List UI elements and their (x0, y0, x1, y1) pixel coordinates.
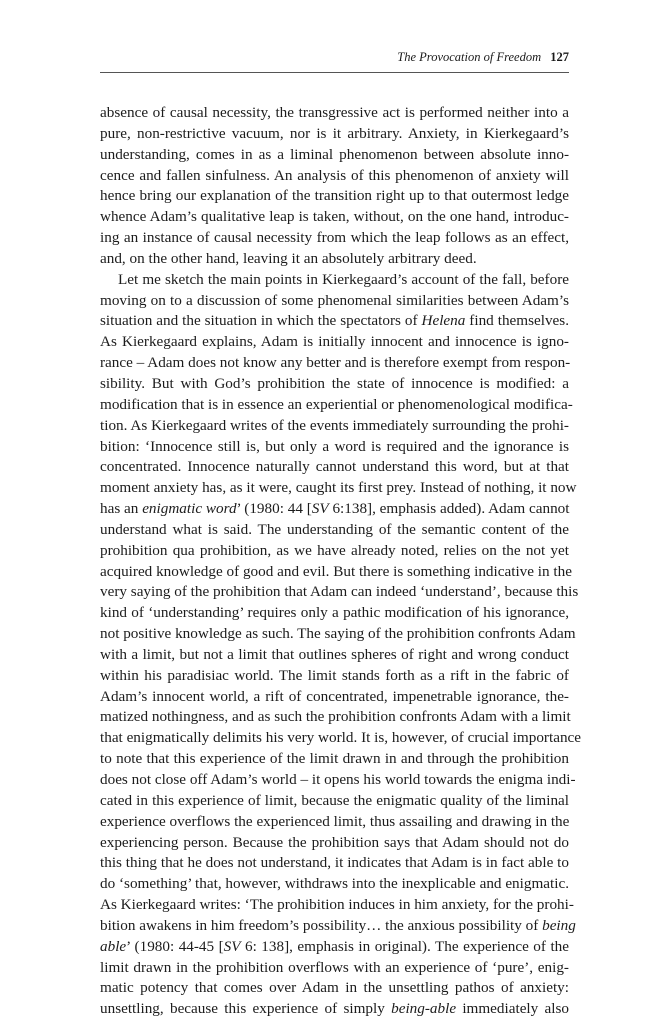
text-segment: As Kierkegaard writes: ‘The prohibition induces in him anxiety, for the prohi- (100, 896, 574, 914)
text-line (100, 291, 569, 312)
text-segment: has an (100, 500, 143, 518)
text-line (100, 770, 576, 791)
text-segment: As Kierkegaard explains, Adam is initially innocent and innocence is igno- (100, 333, 569, 351)
text-line (100, 374, 569, 395)
text-line (100, 228, 569, 249)
text-segment: limit drawn in the prohibition overflows with an experience of ‘pure’, enig- (100, 958, 569, 976)
text-segment: not positive knowledge as such. The saying of the prohibition confronts Adam (100, 625, 576, 643)
text-segment: rance – Adam does not know any better and is therefore exempt from respon- (100, 354, 571, 372)
text-line (100, 207, 569, 228)
text-line (100, 395, 573, 416)
text-line (100, 478, 577, 499)
text-line (100, 707, 569, 728)
text-segment: tion. As Kierkegaard writes of the events immediately surrounding the prohi- (100, 416, 569, 434)
text-segment: moment anxiety has, as it were, caught its first prey. Instead of nothing, it now (100, 479, 577, 497)
text-line (100, 958, 569, 979)
text-segment: ’ (1980: 44 [ (236, 500, 312, 518)
text-segment: very saying of the prohibition that Adam can indeed ‘understand’, because this (100, 583, 579, 601)
text-line (100, 728, 582, 749)
text-segment: ing an instance of causal necessity from which the leap follows as an effect, (100, 229, 569, 247)
text-segment: immediately also (456, 1000, 569, 1018)
italic-text: Helena (421, 312, 466, 330)
text-line (100, 582, 579, 603)
text-segment: acquired knowledge of good and evil. But there is something indicative in the (100, 562, 572, 580)
text-segment: understanding, comes in as a liminal phenomenon between absolute inno- (100, 145, 569, 163)
text-segment: within his paradisiac world. The limit stands forth as a rift in the fabric of (100, 666, 569, 684)
text-segment: experiencing person. Because the prohibition says that Adam should not do (100, 833, 569, 851)
text-line (100, 353, 569, 374)
text-segment: absence of causal necessity, the transgressive act is performed neither into a (100, 104, 569, 121)
text-segment: and, on the other hand, leaving it an absolutely arbitrary deed. (100, 249, 477, 267)
text-line (100, 520, 569, 541)
text-line (100, 103, 569, 124)
text-line (100, 937, 569, 958)
text-segment: cated in this experience of limit, because the enigmatic quality of the liminal (100, 791, 569, 809)
text-segment: pure, non-restrictive vacuum, nor is it arbitrary. Anxiety, in Kierkegaard’s (100, 124, 569, 142)
italic-text: SV (311, 500, 329, 518)
text-segment: find themselves. (465, 312, 569, 330)
text-line (100, 416, 569, 437)
text-segment: concentrated. Innocence naturally cannot understand this word, but at that (100, 458, 569, 476)
text-segment: with a limit, but not a limit that outlines spheres of right and wrong conduct (100, 645, 569, 663)
text-segment: modification that is in essence an experiential or phenomenological modifica- (100, 395, 573, 413)
running-head (100, 50, 569, 65)
text-line (100, 833, 569, 854)
text-segment: cence and fallen sinfulness. An analysis of this phenomenon of anxiety will (100, 166, 569, 184)
text-line (100, 812, 569, 833)
italic-text: able (100, 937, 127, 955)
text-line (100, 562, 572, 583)
italic-text: being-able (391, 1000, 457, 1018)
italic-text: SV (223, 937, 241, 955)
header-rule (100, 72, 569, 73)
text-segment: experience overflows the experienced limit, thus assailing and drawing in the (100, 812, 570, 830)
page-number: 127 (550, 50, 569, 64)
text-line (100, 645, 569, 666)
text-segment: Adam’s innocent world, a rift of concentrated, impenetrable ignorance, the- (100, 687, 569, 705)
text-line (100, 999, 569, 1020)
text-segment: does not close off Adam’s world – it opens his world towards the enigma indi- (100, 771, 576, 788)
text-segment: matized nothingness, and as such the prohibition confronts Adam with a limit (100, 708, 571, 726)
text-segment: this thing that he does not understand, it indicates that Adam is in fact able to (100, 854, 569, 872)
text-line (100, 499, 569, 520)
text-line (100, 895, 574, 916)
text-line (100, 874, 569, 895)
text-line (100, 186, 569, 207)
text-segment: that enigmatically delimits his very world. It is, however, of crucial importance (100, 729, 582, 747)
text-line (100, 332, 569, 353)
text-line (100, 270, 569, 291)
text-segment: hence bring our explanation of the transition right up to that outermost ledge (100, 187, 569, 205)
text-line (100, 249, 569, 270)
text-segment: kind of ‘understanding’ requires only a pathic modification of his ignorance, (100, 604, 569, 622)
text-line (100, 791, 569, 812)
text-segment: 6:138], emphasis added). Adam cannot (328, 500, 570, 518)
text-line (100, 916, 576, 937)
text-segment: ’ (1980: 44-45 [ (126, 937, 224, 955)
text-line (100, 853, 569, 874)
text-line (100, 603, 569, 624)
text-segment: sibility. But with God’s prohibition the state of innocence is modified: a (100, 374, 569, 392)
text-segment: Let me sketch the main points in Kierkegaard’s account of the fall, before (118, 270, 569, 288)
text-line (100, 666, 569, 687)
text-line (100, 457, 569, 478)
text-segment: to note that this experience of the limit drawn in and through the prohibition (100, 750, 569, 768)
text-segment: bition awakens in him freedom’s possibility… the anxious possibility of (100, 916, 543, 934)
text-segment: situation and the situation in which the spectators of (100, 312, 422, 330)
text-line (100, 166, 569, 187)
text-line (100, 687, 569, 708)
body-text (100, 103, 582, 1020)
text-segment: unsettling, because this experience of simply (100, 1000, 392, 1018)
text-line (100, 145, 569, 166)
italic-text: being (542, 916, 576, 934)
text-line (100, 311, 569, 332)
text-line (100, 978, 569, 999)
text-segment: whence Adam’s qualitative leap is taken, without, on the one hand, introduc- (100, 208, 569, 226)
text-segment: prohibition qua prohibition, as we have already noted, relies on the not yet (100, 541, 569, 559)
text-segment: 6: 138], emphasis in original). The experience of the (240, 937, 569, 955)
text-line (100, 624, 576, 645)
text-line (100, 124, 569, 145)
text-segment: do ‘something’ that, however, withdraws into the inexplicable and enigmatic. (100, 875, 569, 893)
text-segment: understand what is said. The understanding of the semantic content of the (100, 520, 569, 538)
text-line (100, 749, 569, 770)
italic-text: enigmatic word (142, 500, 237, 518)
text-line (100, 541, 569, 562)
text-segment: bition: ‘Innocence still is, but only a word is required and the ignorance is (100, 437, 569, 455)
running-head-title: The Provocation of Freedom (397, 50, 542, 64)
text-segment: matic potency that comes over Adam in the unsettling pathos of anxiety: (100, 979, 569, 997)
text-line (100, 437, 569, 458)
text-segment: moving on to a discussion of some phenomenal similarities between Adam’s (100, 291, 569, 309)
